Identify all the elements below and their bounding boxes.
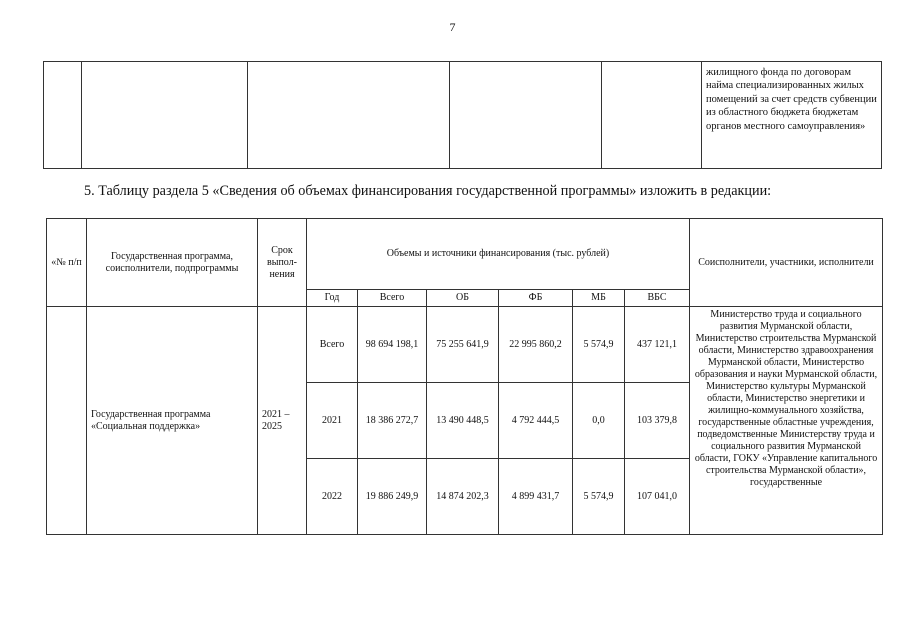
subheader-ob: ОБ — [427, 290, 499, 307]
subheader-year: Год — [307, 290, 358, 307]
header-program: Государственная программа, соисполнители, подпрограммы — [87, 219, 258, 307]
subheader-fb: ФБ — [499, 290, 573, 307]
page-number: 7 — [449, 20, 456, 34]
cont-cell-5 — [602, 62, 702, 169]
financing-table — [46, 218, 883, 535]
coexecutors-cell — [690, 307, 883, 535]
cell-year: 2022 — [307, 459, 358, 535]
header-num: «№ п/п — [47, 219, 87, 307]
cell-ob: 14 874 202,3 — [427, 459, 499, 535]
program-name: Государственная программа «Социальная поддержка» — [87, 307, 258, 535]
header-coexecutors: Соисполнители, участники, исполнители — [690, 219, 883, 307]
cont-cell-4 — [450, 62, 602, 169]
cell-fb: 22 995 860,2 — [499, 307, 573, 383]
cell-mb: 0,0 — [573, 383, 625, 459]
cell-ob: 75 255 641,9 — [427, 307, 499, 383]
cell-fb: 4 899 431,7 — [499, 459, 573, 535]
subheader-mb: МБ — [573, 290, 625, 307]
cell-ob: 13 490 448,5 — [427, 383, 499, 459]
cell-vbs: 107 041,0 — [625, 459, 690, 535]
cont-cell-3 — [248, 62, 450, 169]
cell-vbs: 103 379,8 — [625, 383, 690, 459]
subheader-total: Всего — [358, 290, 427, 307]
subheader-vbs: ВБС — [625, 290, 690, 307]
cell-total: 19 886 249,9 — [358, 459, 427, 535]
term-value: 2021 – 2025 — [258, 307, 307, 535]
header-volumes: Объемы и источники финансирования (тыс. рублей) — [307, 219, 690, 290]
cell-total: 98 694 198,1 — [358, 307, 427, 383]
cont-cell-6 — [702, 62, 882, 169]
cell-mb: 5 574,9 — [573, 459, 625, 535]
cell-mb: 5 574,9 — [573, 307, 625, 383]
cont-cell-2 — [82, 62, 248, 169]
header-term: Срок выпол-нения — [258, 219, 307, 307]
cont-cell-1 — [44, 62, 82, 169]
cell-vbs: 437 121,1 — [625, 307, 690, 383]
cell-fb: 4 792 444,5 — [499, 383, 573, 459]
cell-year: Всего — [307, 307, 358, 383]
row-num-cell — [47, 307, 87, 535]
table-row — [47, 307, 883, 383]
continuation-table — [43, 61, 882, 169]
cell-year: 2021 — [307, 383, 358, 459]
coexecutors-text: Министерство труда и социального развития Мурманской области, Министерство строительства Мурманской области, Министерство здравоохранения Мурманской области, Министерство образования и науки Мурманской области, Министерство культуры Мурманской области, Министерство энергетики и жилищно-коммунального хозяйства, государственные областные учреждения, подведомственные Министерству труда и социального развития Мурманской области, ГОКУ «Управление капитального строительства Мурманской области», государственные — [694, 309, 878, 488]
section-heading: 5. Таблицу раздела 5 «Сведения об объемах финансирования государственной программы» изложить в редакции: — [84, 183, 772, 199]
cont-last-column-text: жилищного фонда по договорам найма специализированных жилых помещений за счет средств субвенции из областного бюджета бюджетам органов местного самоуправления» — [706, 67, 877, 132]
cell-total: 18 386 272,7 — [358, 383, 427, 459]
